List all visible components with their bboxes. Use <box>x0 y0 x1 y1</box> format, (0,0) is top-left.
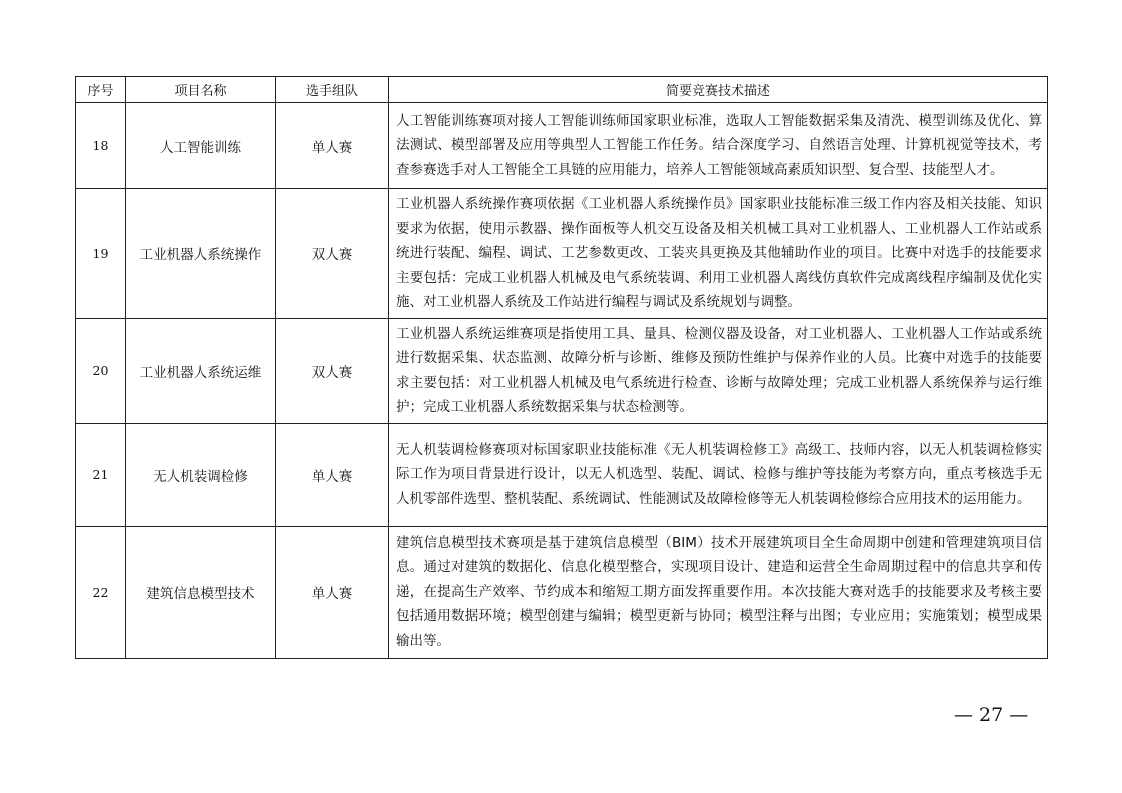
table-row <box>76 423 1048 526</box>
row-desc: 工业机器人系统操作赛项依据《工业机器人系统操作员》国家职业技能标准三级工作内容及相关技能、知识要求为依据，使用示教器、操作面板等人机交互设备及相关机械工具对工业机器人、工业机器人工作站或系统进行装配、编程、调试、工艺参数更改、工装夹具更换及其他辅助作业的项目。比赛中对选手的技能要求主要包括：完成工业机器人机械及电气系统装调、利用工业机器人离线仿真软件完成离线程序编制及优化实施、对工业机器人系统及工作站进行编程与调试及系统规划与调整。 <box>389 189 1048 319</box>
row-team: 单人赛 <box>276 526 389 658</box>
row-name: 工业机器人系统运维 <box>126 318 276 423</box>
row-num: 22 <box>76 526 126 658</box>
row-desc: 人工智能训练赛项对接人工智能训练师国家职业标准，选取人工智能数据采集及清洗、模型训练及优化、算法测试、模型部署及应用等典型人工智能工作任务。结合深度学习、自然语言处理、计算机视觉等技术，考查参赛选手对人工智能全工具链的应用能力，培养人工智能领域高素质知识型、复合型、技能型人才。 <box>389 103 1048 189</box>
row-name: 无人机装调检修 <box>126 423 276 526</box>
row-num: 18 <box>76 103 126 189</box>
competition-table <box>75 76 1048 659</box>
row-team: 双人赛 <box>276 189 389 319</box>
row-desc: 无人机装调检修赛项对标国家职业技能标准《无人机装调检修工》高级工、技师内容，以无人机装调检修实际工作为项目背景进行设计，以无人机选型、装配、调试、检修与维护等技能为考察方向，重点考核选手无人机零部件选型、整机装配、系统调试、性能测试及故障检修等无人机装调检修综合应用技术的运用能力。 <box>389 423 1048 526</box>
header-desc: 简要竞赛技术描述 <box>389 77 1048 103</box>
row-desc: 工业机器人系统运维赛项是指使用工具、量具、检测仪器及设备，对工业机器人、工业机器人工作站或系统进行数据采集、状态监测、故障分析与诊断、维修及预防性维护与保养作业的人员。比赛中对选手的技能要求主要包括：对工业机器人机械及电气系统进行检查、诊断与故障处理；完成工业机器人系统保养与运行维护；完成工业机器人系统数据采集与状态检测等。 <box>389 318 1048 423</box>
row-num: 20 <box>76 318 126 423</box>
table-header-row <box>76 77 1048 103</box>
row-num: 21 <box>76 423 126 526</box>
row-team: 单人赛 <box>276 423 389 526</box>
row-team: 双人赛 <box>276 318 389 423</box>
table-row <box>76 318 1048 423</box>
table-row <box>76 526 1048 658</box>
table-row <box>76 189 1048 319</box>
row-name: 工业机器人系统操作 <box>126 189 276 319</box>
row-num: 19 <box>76 189 126 319</box>
header-team: 选手组队 <box>276 77 389 103</box>
row-team: 单人赛 <box>276 103 389 189</box>
header-name: 项目名称 <box>126 77 276 103</box>
row-name: 人工智能训练 <box>126 103 276 189</box>
page-number: — 27 — <box>954 704 1029 726</box>
row-name: 建筑信息模型技术 <box>126 526 276 658</box>
table-row <box>76 103 1048 189</box>
header-num: 序号 <box>76 77 126 103</box>
row-desc: 建筑信息模型技术赛项是基于建筑信息模型（BIM）技术开展建筑项目全生命周期中创建和管理建筑项目信息。通过对建筑的数据化、信息化模型整合，实现项目设计、建造和运营全生命周期过程中的信息共享和传递，在提高生产效率、节约成本和缩短工期方面发挥重要作用。本次技能大赛对选手的技能要求及考核主要包括通用数据环境；模型创建与编辑；模型更新与协同；模型注释与出图；专业应用；实施策划；模型成果输出等。 <box>389 526 1048 658</box>
